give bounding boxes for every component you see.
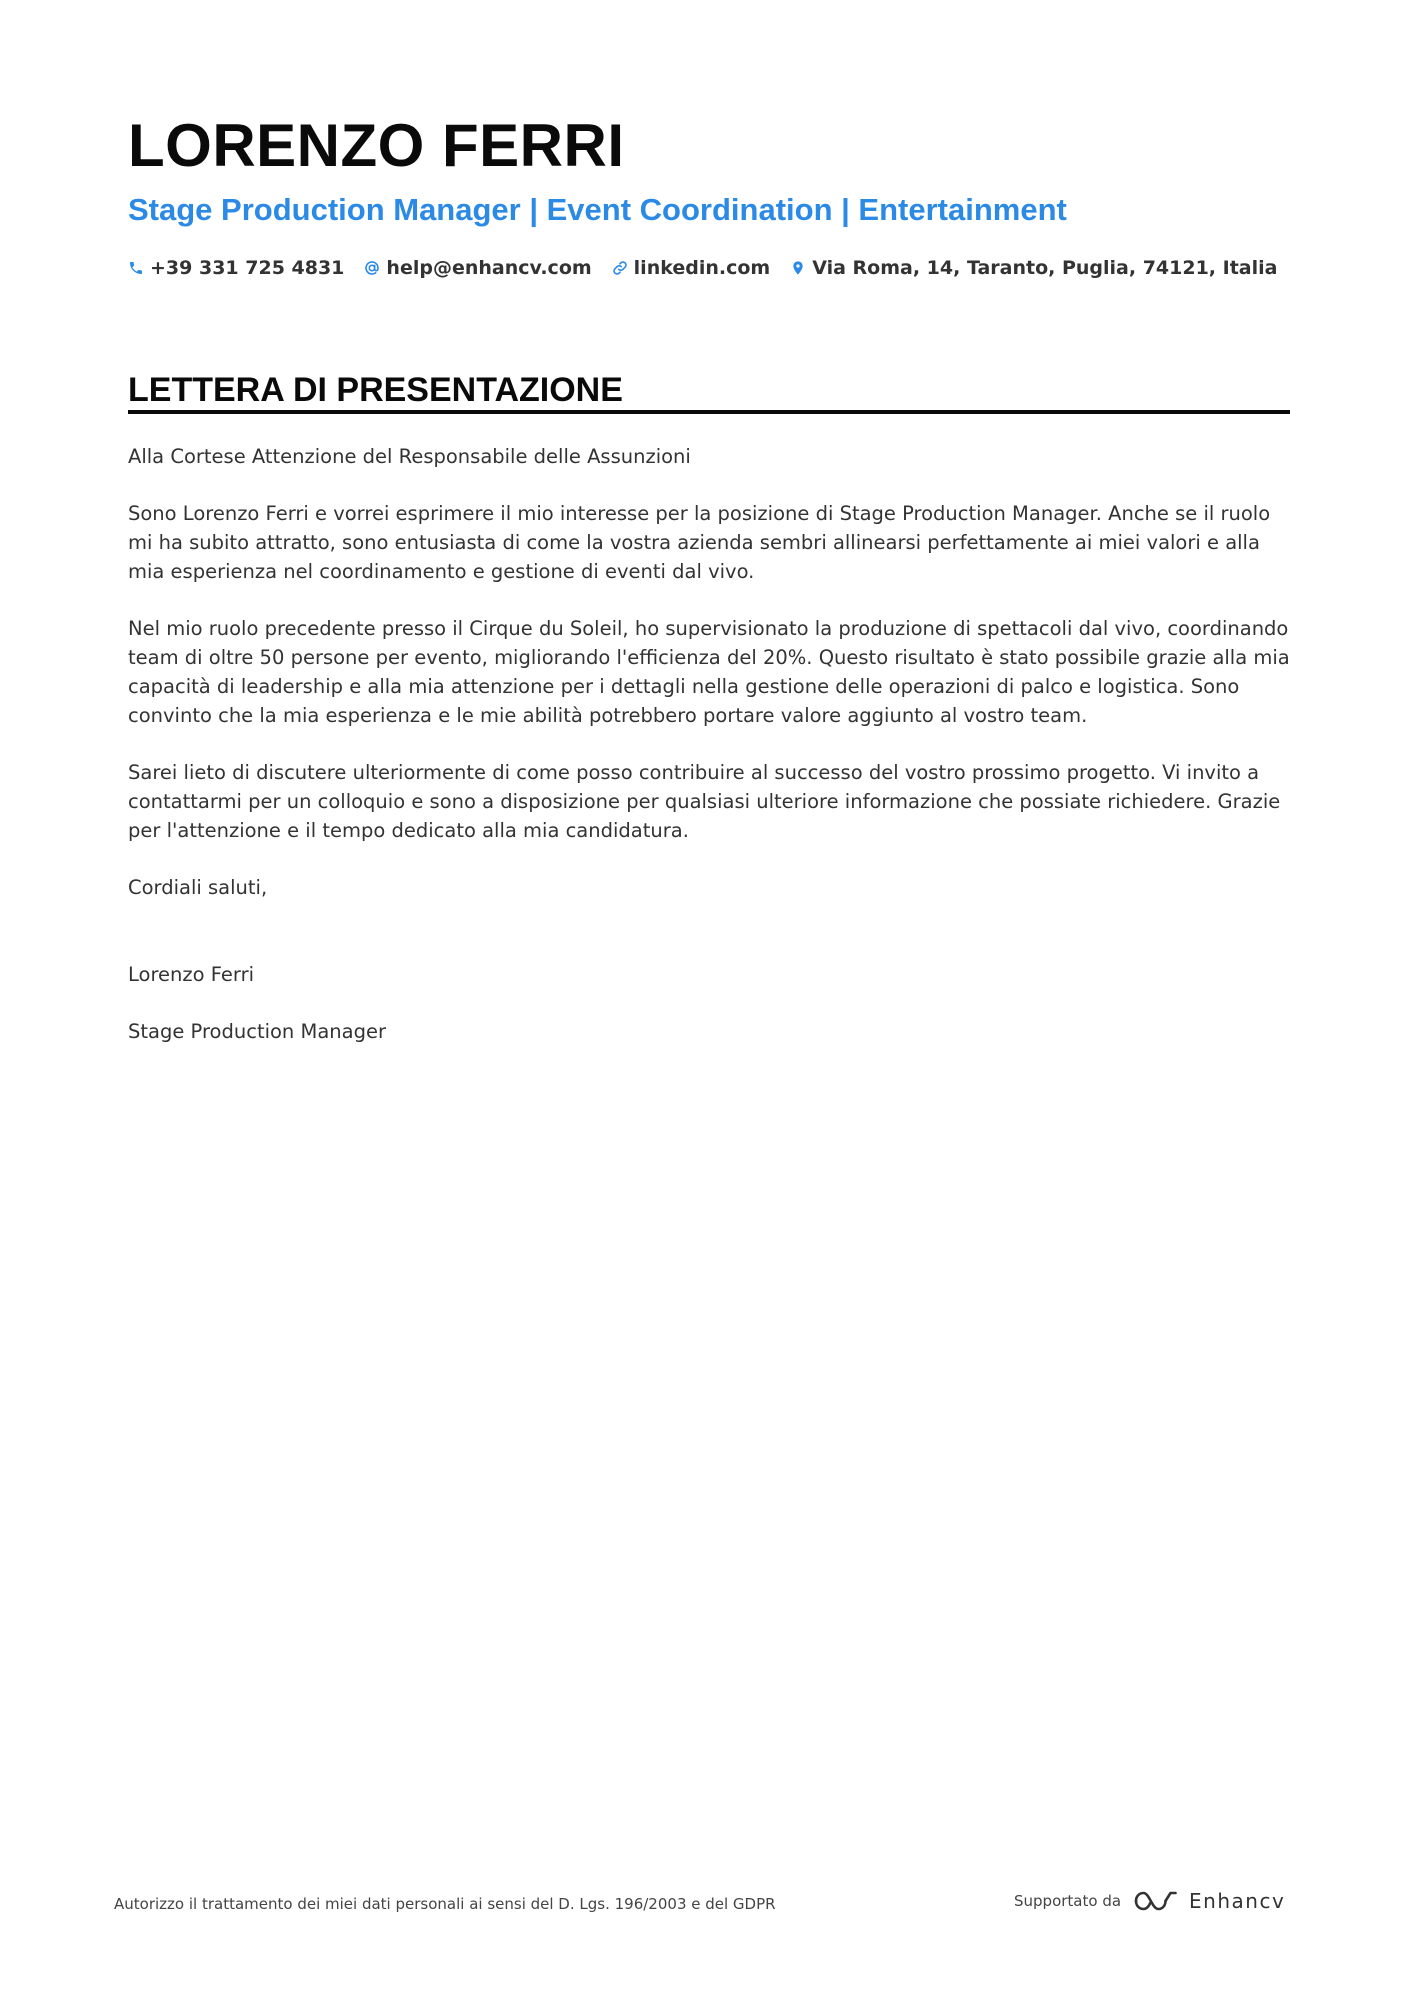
location-text: Via Roma, 14, Taranto, Puglia, 74121, Italia (812, 257, 1278, 279)
phone-text: +39 331 725 4831 (150, 257, 345, 279)
letter-paragraph: Sarei lieto di discutere ulteriormente di come posso contribuire al successo del vostro prossimo progetto. Vi invito a contattarmi per un colloquio e sono a disposizione per qualsiasi ulteriore informazione che possiate richiedere. Grazie per l'attenzione e il tempo dedicato alla mia candidatura. (128, 761, 1281, 842)
map-pin-icon (790, 260, 806, 276)
contact-email[interactable] (364, 254, 591, 282)
privacy-consent: Autorizzo il trattamento dei miei dati personali ai sensi del D. Lgs. 196/2003 e del GDPR (114, 1895, 776, 1913)
email-text: help@enhancv.com (386, 257, 592, 279)
supported-by-label: Supportato da (1014, 1892, 1122, 1910)
contact-bar (128, 254, 1297, 282)
candidate-name: LORENZO FERRI (128, 112, 625, 179)
candidate-headline: Stage Production Manager | Event Coordination | Entertainment (128, 192, 1067, 227)
link-text: linkedin.com (633, 257, 771, 279)
section-divider (128, 410, 1290, 414)
enhancv-logo-icon (1133, 1888, 1179, 1914)
letter-salutation: Alla Cortese Attenzione del Responsabile delle Assunzioni (128, 445, 691, 468)
contact-link[interactable] (612, 254, 771, 282)
signature-name: Lorenzo Ferri (128, 963, 255, 986)
at-sign-icon (364, 260, 380, 276)
letter-closing: Cordiali saluti, (128, 876, 268, 899)
letter-body (128, 442, 1290, 1074)
enhancv-wordmark: Enhancv (1189, 1889, 1286, 1913)
contact-phone (128, 254, 344, 282)
link-icon (612, 260, 628, 276)
letter-paragraph: Nel mio ruolo precedente presso il Cirque du Soleil, ho supervisionato la produzione di spettacoli dal vivo, coordinando team di oltre 50 persone per evento, migliorando l'efficienza del 20%. Questo risultato è stato possibile grazie alla mia capacità di leadership e alla mia attenzione per i dettagli nella gestione delle operazioni di palco e logistica. Sono convinto che la mia esperienza e le mie abilità potrebbero portare valore aggiunto al vostro team. (128, 617, 1290, 727)
section-title: LETTERA DI PRESENTAZIONE (128, 371, 623, 409)
signature-title: Stage Production Manager (128, 1020, 386, 1043)
contact-location (790, 254, 1277, 282)
phone-icon (128, 260, 144, 276)
footer-branding[interactable] (1014, 1888, 1285, 1914)
letter-paragraph: Sono Lorenzo Ferri e vorrei esprimere il mio interesse per la posizione di Stage Production Manager. Anche se il ruolo mi ha subito attratto, sono entusiasta di come la vostra azienda sembri allinearsi perfettamente ai miei valori e alla mia esperienza nel coordinamento e gestione di eventi dal vivo. (128, 502, 1271, 583)
